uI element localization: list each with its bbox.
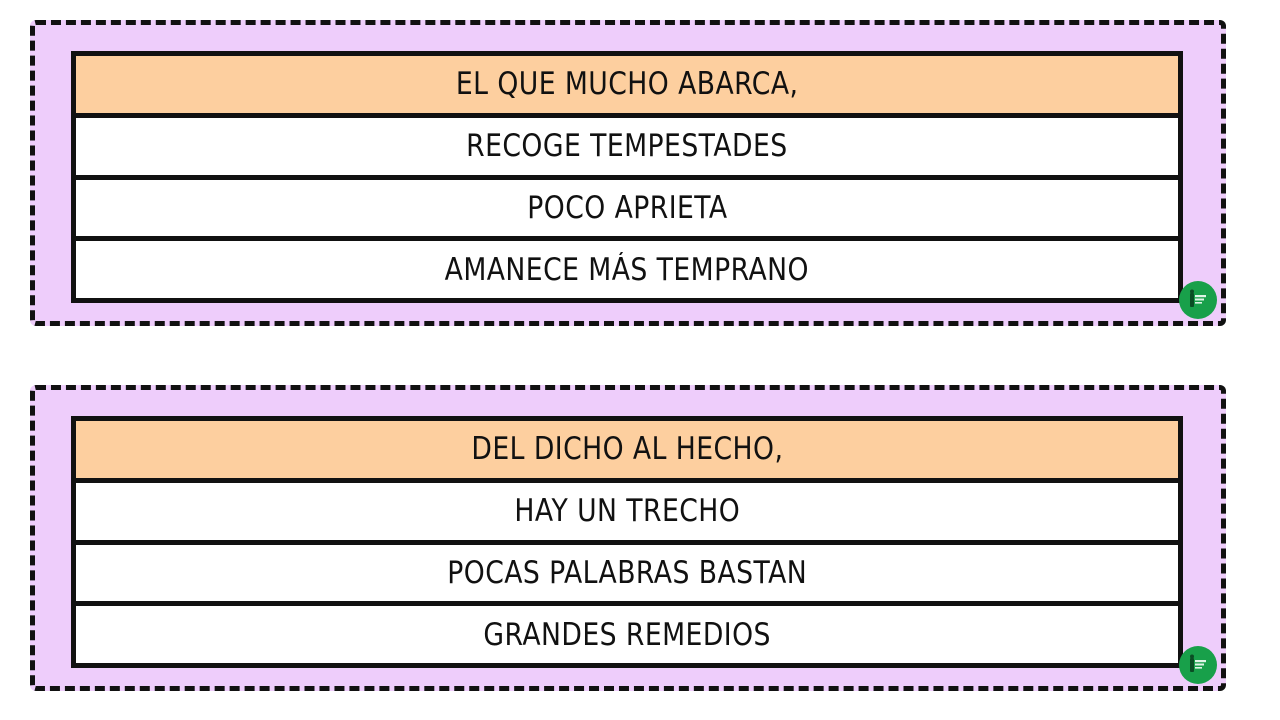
proverb-header-text: DEL DICHO AL HECHO, [471,431,783,468]
logo-figure-icon [1185,287,1211,313]
green-logo-badge-icon [1179,281,1217,319]
proverb-card-1 [30,20,1226,326]
proverb-option-text: POCO APRIETA [526,189,728,226]
proverb-table-2 [71,416,1183,668]
proverb-table-1 [71,51,1183,303]
proverb-option-text: RECOGE TEMPESTADES [466,128,788,165]
proverb-header [76,56,1178,113]
proverb-option-text: HAY UN TRECHO [514,493,740,530]
proverb-option-text: POCAS PALABRAS BASTAN [447,554,807,591]
proverb-option-2[interactable] [76,540,1178,602]
proverb-header-text: EL QUE MUCHO ABARCA, [455,66,799,103]
logo-figure-icon [1185,652,1211,678]
green-logo-badge-icon [1179,646,1217,684]
proverb-option-text: GRANDES REMEDIOS [483,616,771,653]
proverb-option-1[interactable] [76,478,1178,540]
proverb-option-3[interactable] [76,236,1178,298]
proverb-card-2 [30,385,1226,691]
proverb-header [76,421,1178,478]
proverb-option-2[interactable] [76,175,1178,237]
proverb-option-1[interactable] [76,113,1178,175]
proverb-option-text: AMANECE MÁS TEMPRANO [444,251,810,288]
proverb-option-3[interactable] [76,601,1178,663]
